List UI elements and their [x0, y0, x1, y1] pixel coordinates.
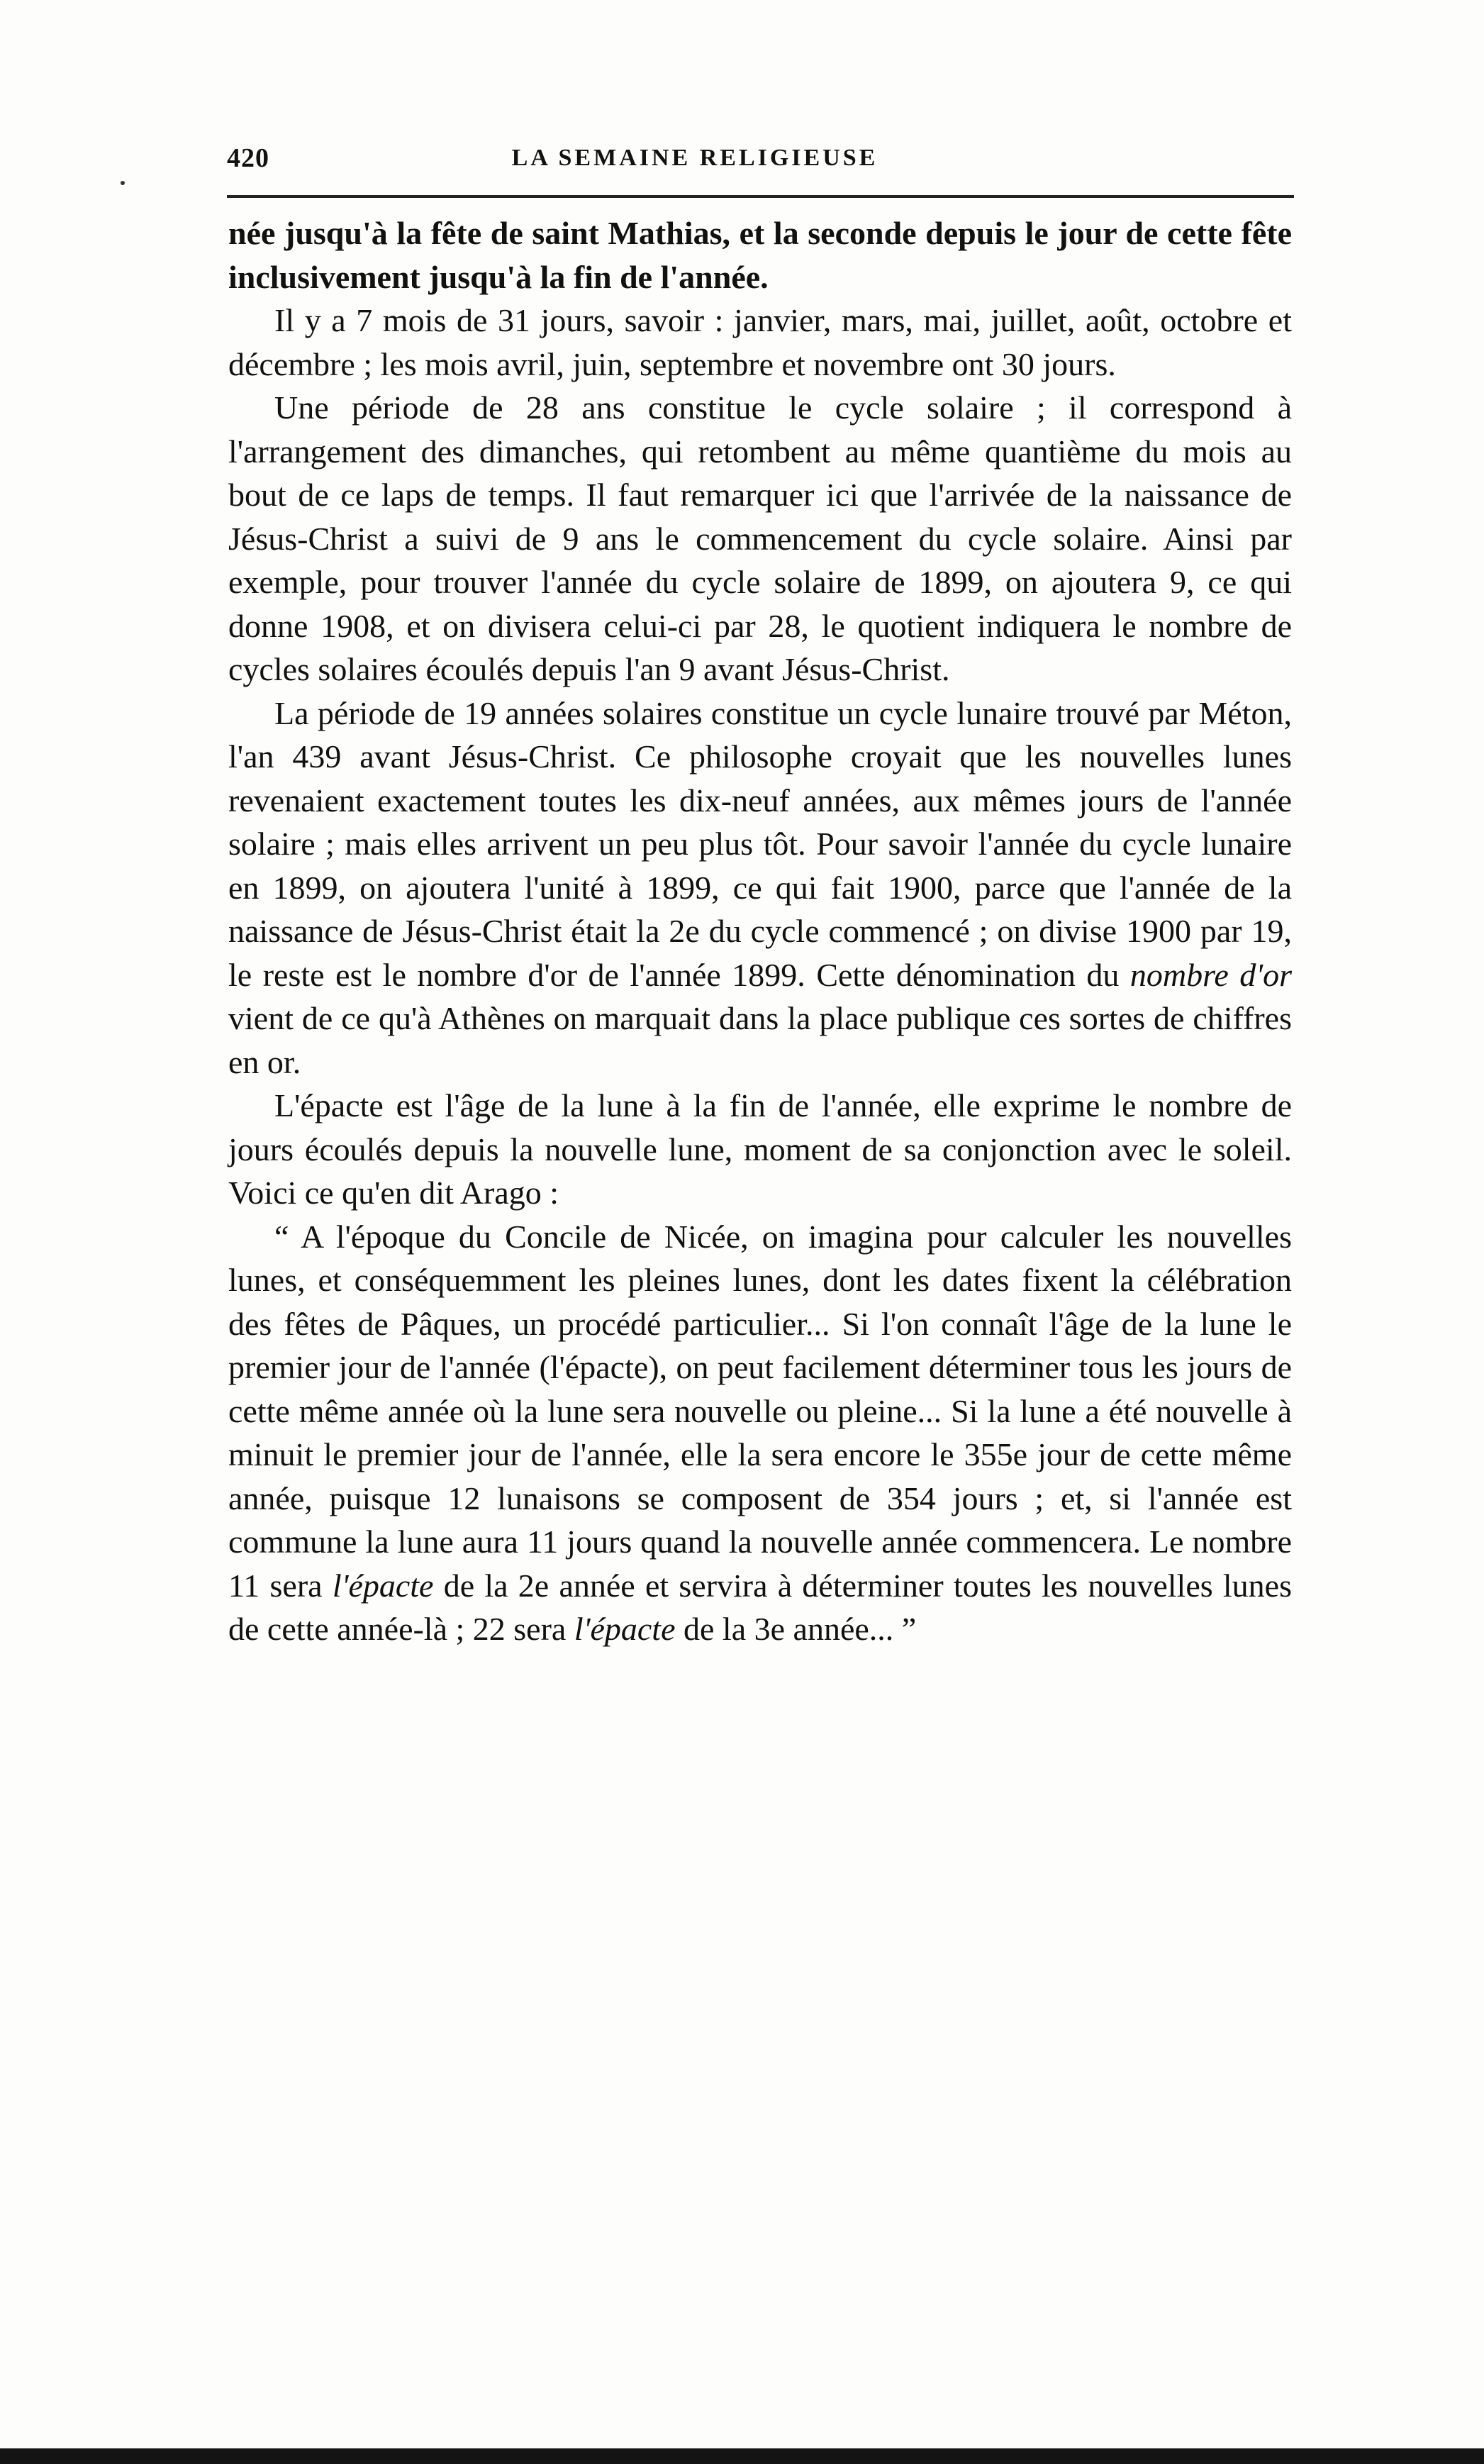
header-rule: [227, 195, 1294, 198]
quote-text: “ A l'époque du Concile de Nicée, on imagina pour calculer les nouvelles lunes, et conséquemment les pleines lunes, dont les dates fixent la célébration des fêtes de Pâques, un procédé particulier... Si l'on connaît l'âge de la lune le premier jour de l'année (l'épacte), on peut facilement déterminer tous les jours de cette même année où la lune sera nouvelle ou pleine... Si la lune a été nouvelle à minuit le premier jour de l'année, elle la sera encore le 355e jour de cette même année, puisque 12 lunaisons se composent de 354 jours ; et, si l'année est commune la lune aura 11 jours quand la nouvelle année commencera. Le nombre 11 sera: [228, 1218, 1292, 1604]
quote-mid: de la 2e année et servira à déterminer toutes les nouvelles lunes de cette année-là ; 22 sera: [228, 1567, 1292, 1647]
paragraph-5: L'épacte est l'âge de la lune à la fin de l'année, elle exprime le nombre de jours écoulés depuis la nouvelle lune, moment de sa conjonction avec le soleil. Voici ce qu'en dit Arago :: [228, 1087, 1292, 1211]
paragraph-4-text: La période de 19 années solaires constitue un cycle lunaire trouvé par Méton, l'an 439 avant Jésus-Christ. Ce philosophe croyait que les nouvelles lunes revenaient exactement toutes les dix-neuf années, aux mêmes jours de l'année solaire ; mais elles arrivent un peu plus tôt. Pour savoir l'année du cycle lunaire en 1899, on ajoutera l'unité à 1899, ce qui fait 1900, parce que l'année de la naissance de Jésus-Christ était la 2e du cycle commencé ; on divise 1900 par 19, le reste est le nombre d'or de l'année 1899. Cette dénomination du: [228, 694, 1292, 993]
bottom-scan-edge: [0, 2448, 1484, 2464]
quote-tail: de la 3e année... ”: [675, 1611, 917, 1647]
paragraph-1: née jusqu'à la fête de saint Mathias, et la seconde depuis le jour de cette fête inclusivement jusqu'à la fin de l'année.: [228, 215, 1292, 295]
paragraph-4: [228, 692, 1292, 1084]
page-header: [227, 140, 1290, 176]
margin-speck: [121, 181, 125, 185]
nombre-d-or-term: nombre d'or: [1129, 956, 1292, 993]
paragraph-3: Une période de 28 ans constitue le cycle solaire ; il correspond à l'arrangement des dimanches, qui retombent au même quantième du mois au bout de ce laps de temps. Il faut remarquer ici que l'arrivée de la naissance de Jésus-Christ a suivi de 9 ans le commencement du cycle solaire. Ainsi par exemple, pour trouver l'année du cycle solaire de 1899, on ajoutera 9, ce qui donne 1908, et on divisera celui-ci par 28, le quotient indiquera le nombre de cycles solaires écoulés depuis l'an 9 avant Jésus-Christ.: [228, 389, 1292, 687]
paragraph-4-tail: vient de ce qu'à Athènes on marquait dans la place publique ces sortes de chiffres en or.: [228, 1000, 1292, 1080]
body-text: [228, 211, 1292, 1651]
epacte-term-1: l'épacte: [332, 1567, 434, 1604]
running-title: LA SEMAINE RELIGIEUSE: [511, 145, 878, 171]
arago-quote: [228, 1215, 1292, 1651]
paragraph-2: Il y a 7 mois de 31 jours, savoir : janvier, mars, mai, juillet, août, octobre et décembre ; les mois avril, juin, septembre et novembre ont 30 jours.: [228, 302, 1292, 382]
page-number: 420: [227, 143, 269, 173]
epacte-term-2: l'épacte: [574, 1611, 676, 1647]
